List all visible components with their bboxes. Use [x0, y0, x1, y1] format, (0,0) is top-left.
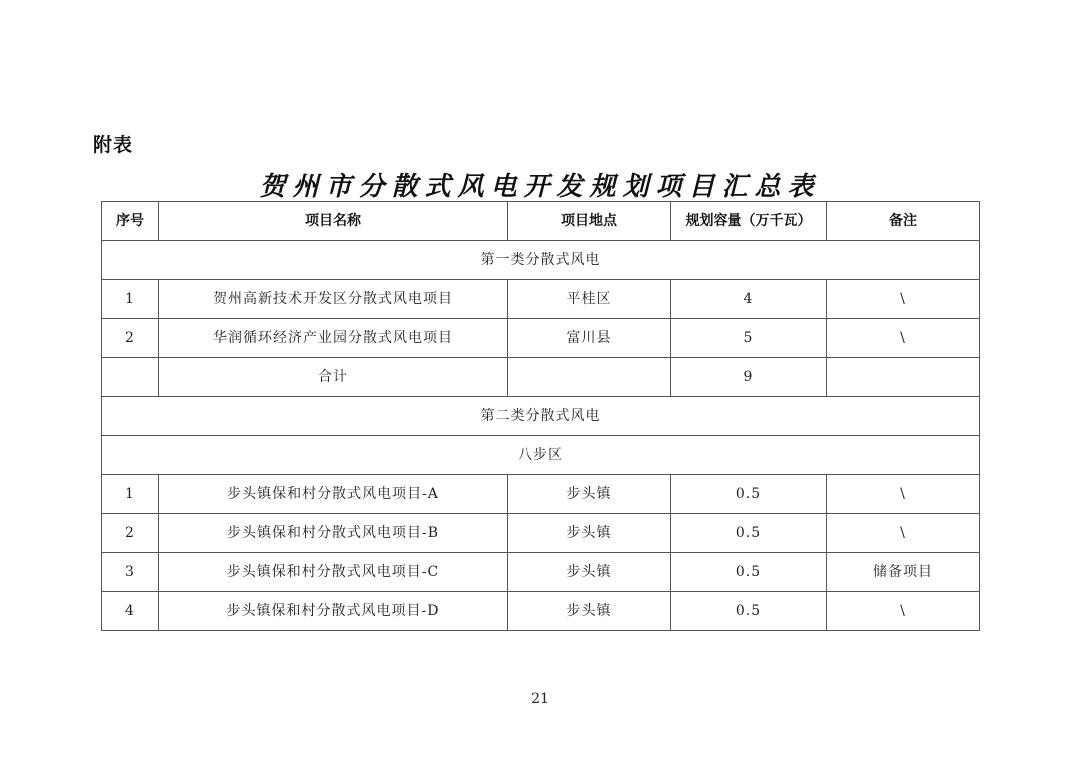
row-index: 1 [102, 280, 159, 319]
row-location: 富川县 [508, 319, 671, 358]
row-capacity: 4 [671, 280, 827, 319]
page-number: 21 [531, 691, 549, 707]
district-row [102, 436, 980, 475]
header-location: 项目地点 [508, 202, 671, 241]
section-title: 第一类分散式风电 [102, 241, 980, 280]
section-row [102, 397, 980, 436]
row-project-name: 步头镇保和村分散式风电项目-D [159, 592, 508, 631]
row-remark: \ [827, 475, 980, 514]
district-title: 八步区 [102, 436, 980, 475]
row-project-name: 步头镇保和村分散式风电项目-A [159, 475, 508, 514]
row-remark: 储备项目 [827, 553, 980, 592]
row-index: 2 [102, 514, 159, 553]
section-row [102, 241, 980, 280]
row-index: 3 [102, 553, 159, 592]
header-remark: 备注 [827, 202, 980, 241]
section-title: 第二类分散式风电 [102, 397, 980, 436]
document-title: 贺州市分散式风电开发规划项目汇总表 [259, 172, 821, 202]
subtotal-value: 9 [671, 358, 827, 397]
row-project-name: 步头镇保和村分散式风电项目-B [159, 514, 508, 553]
row-project-name: 步头镇保和村分散式风电项目-C [159, 553, 508, 592]
row-location: 步头镇 [508, 475, 671, 514]
table-row [102, 475, 980, 514]
row-location: 步头镇 [508, 592, 671, 631]
project-summary-table [101, 201, 980, 631]
row-remark: \ [827, 514, 980, 553]
row-remark: \ [827, 280, 980, 319]
header-capacity: 规划容量（万千瓦） [671, 202, 827, 241]
header-project-name: 项目名称 [159, 202, 508, 241]
row-location: 平桂区 [508, 280, 671, 319]
row-capacity: 0.5 [671, 592, 827, 631]
subtotal-row [102, 358, 980, 397]
subtotal-location-empty [508, 358, 671, 397]
row-remark: \ [827, 319, 980, 358]
subtotal-index-empty [102, 358, 159, 397]
row-remark: \ [827, 592, 980, 631]
row-project-name: 华润循环经济产业园分散式风电项目 [159, 319, 508, 358]
row-capacity: 5 [671, 319, 827, 358]
row-project-name: 贺州高新技术开发区分散式风电项目 [159, 280, 508, 319]
table-row [102, 553, 980, 592]
table-row [102, 280, 980, 319]
row-capacity: 0.5 [671, 553, 827, 592]
row-location: 步头镇 [508, 553, 671, 592]
subtotal-label: 合计 [159, 358, 508, 397]
row-index: 1 [102, 475, 159, 514]
table-header-row [102, 202, 980, 241]
annex-label: 附表 [93, 134, 134, 156]
header-index: 序号 [102, 202, 159, 241]
table-row [102, 514, 980, 553]
row-capacity: 0.5 [671, 514, 827, 553]
row-index: 2 [102, 319, 159, 358]
table-row [102, 319, 980, 358]
subtotal-remark-empty [827, 358, 980, 397]
row-index: 4 [102, 592, 159, 631]
row-capacity: 0.5 [671, 475, 827, 514]
table-row [102, 592, 980, 631]
row-location: 步头镇 [508, 514, 671, 553]
